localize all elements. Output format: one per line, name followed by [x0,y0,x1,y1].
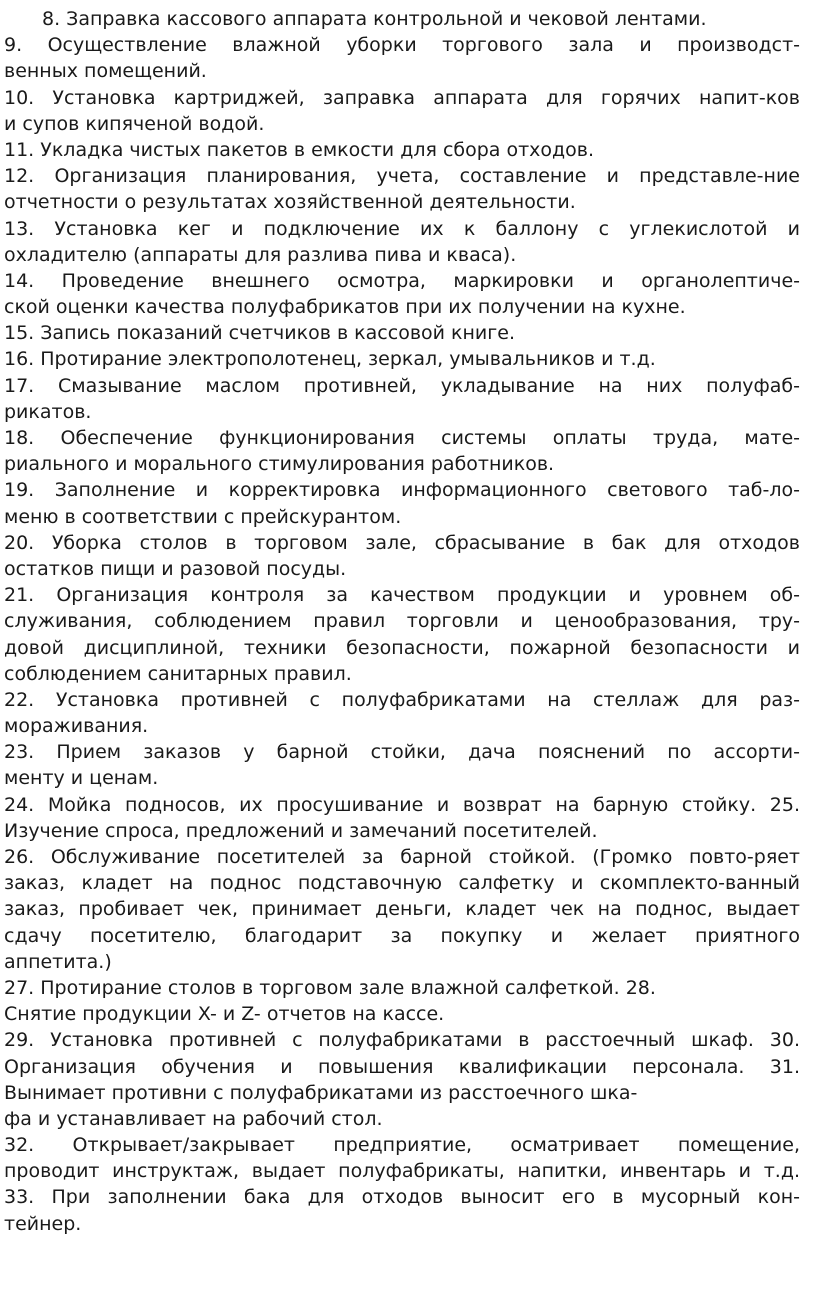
text-line: заказ, пробивает чек, принимает деньги, кладет чек на поднос, выдает [4,898,800,921]
text-line: мораживания. [4,715,149,738]
text-line: 12. Организация планирования, учета, составление и представле-ние [4,165,800,188]
text-line: Изучение спроса, предложений и замечаний посетителей. [4,819,598,842]
text-line: Снятие продукции X- и Z- отчетов на кассе. [4,1003,445,1026]
text-line: 16. Протирание электрополотенец, зеркал, умывальников и т.д. [4,348,656,371]
text-line: служивания, соблюдением правил торговли и ценообразования, тру- [4,610,800,633]
text-line: 27. Протирание столов в торговом зале влажной салфеткой. 28. [4,976,656,999]
text-line: 26. Обслуживание посетителей за барной стойкой. (Громко повто-ряет [4,846,800,868]
text-line: 20. Уборка столов в торговом зале, сбрасывание в бак для отходов [4,531,800,554]
text-line: заказ, кладет на поднос подставочную салфетку и скомплекто-ванный [4,872,800,895]
text-line: 13. Установка кег и подключение их к баллону с углекислотой и [4,217,800,240]
text-line: 24. Мойка подносов, их просушивание и возврат на барную стойку. 25. [4,793,800,816]
text-line: 8. Заправка кассового аппарата контрольной и чековой лентами. [42,8,707,30]
text-line: остатков пищи и разовой посуды. [4,557,347,580]
text-line: и супов кипяченой водой. [4,112,265,135]
text-line: соблюдением санитарных правил. [4,662,352,685]
text-line: 19. Заполнение и корректировка информационного светового таб-ло- [4,479,800,502]
text-line: 23. Прием заказов у барной стойки, дача пояснений по ассорти- [4,741,800,764]
text-line: аппетита.) [4,950,112,973]
text-line: ской оценки качества полуфабрикатов при их получении на кухне. [4,296,686,319]
text-line: Организация обучения и повышения квалификации персонала. 31. [4,1055,800,1078]
text-line: менту и ценам. [4,767,159,790]
text-line: меню в соответствии с прейскурантом. [4,505,402,528]
text-line: 21. Организация контроля за качеством продукции и уровнем об- [4,584,800,607]
text-line: рикатов. [4,400,92,423]
text-line: 15. Запись показаний счетчиков в кассовой книге. [4,322,515,345]
text-line: фа и устанавливает на рабочий стол. [4,1107,383,1130]
text-line: отчетности о результатах хозяйственной деятельности. [4,191,576,214]
text-line: 29. Установка противней с полуфабрикатами в расстоечный шкаф. 30. [4,1029,800,1052]
text-line: 14. Проведение внешнего осмотра, маркировки и органолептиче- [4,269,800,292]
text-line: довой дисциплиной, техники безопасности, пожарной безопасности и [4,636,800,659]
text-line: 33. При заполнении бака для отходов выносит его в мусорный кон- [4,1186,800,1209]
text-line: 17. Смазывание маслом противней, укладывание на них полуфаб- [4,374,800,397]
text-line: 22. Установка противней с полуфабрикатами на стеллаж для раз- [4,688,800,711]
text-line: 10. Установка картриджей, заправка аппарата для горячих напит-ков [4,86,800,109]
text-line: 32. Открывает/закрывает предприятие, осматривает помещение, [4,1134,800,1157]
text-line: 18. Обеспечение функционирования системы оплаты труда, мате- [4,427,800,449]
text-line: 9. Осуществление влажной уборки торгового зала и производст- [4,34,800,57]
text-line: сдачу посетителю, благодарит за покупку и желает приятного [4,924,800,947]
text-line: Вынимает противни с полуфабрикатами из расстоечного шка- [4,1081,638,1104]
text-line: 11. Укладка чистых пакетов в емкости для сбора отходов. [4,138,595,161]
text-line: венных помещений. [4,60,207,83]
text-line: риального и морального стимулирования работников. [4,453,555,476]
text-line: охладителю (аппараты для разлива пива и кваса). [4,243,517,266]
text-line: тейнер. [4,1212,82,1235]
text-line: проводит инструктаж, выдает полуфабрикаты, напитки, инвентарь и т.д. [4,1160,800,1183]
